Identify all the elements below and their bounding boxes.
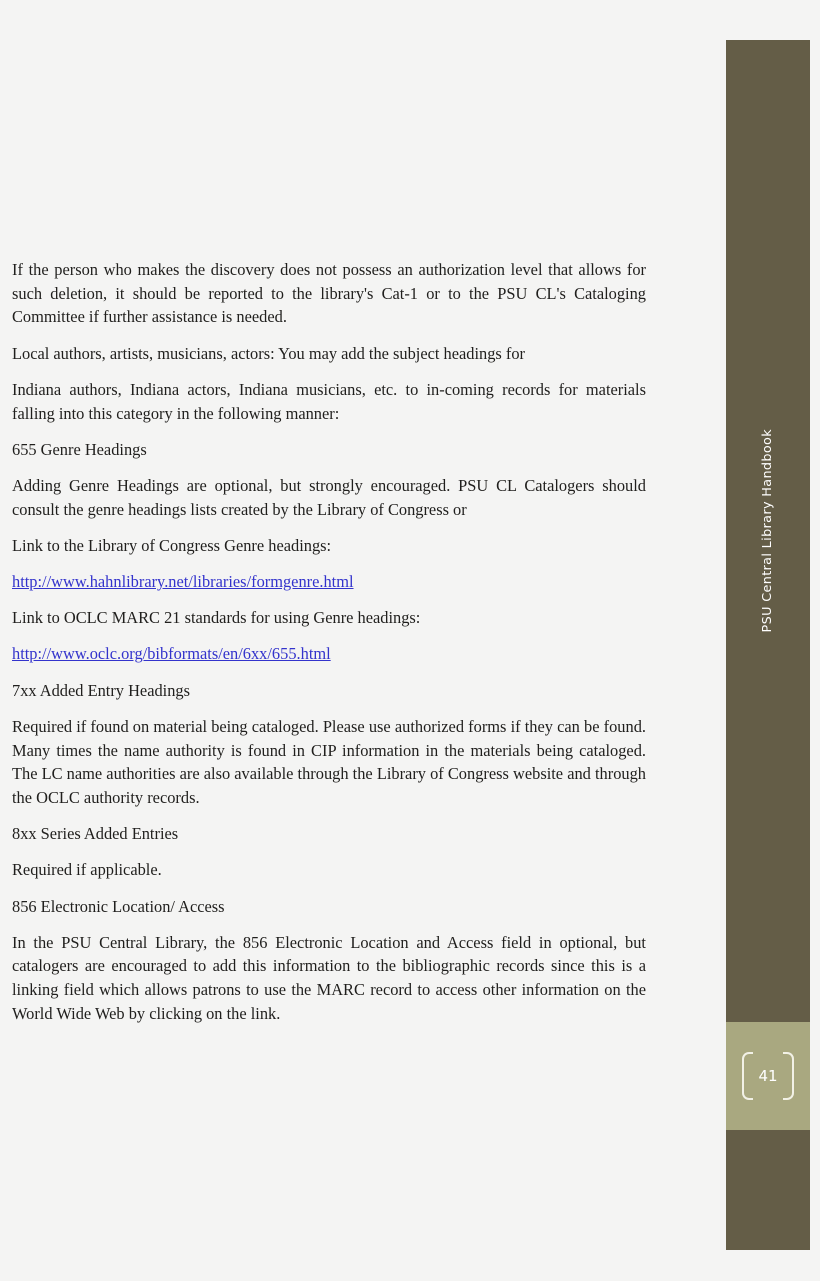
paragraph-8xx-required: Required if applicable.: [12, 860, 162, 880]
handbook-title-vertical: PSU Central Library Handbook: [759, 429, 775, 633]
paragraph-deletion-authorization: If the person who makes the discovery does not possess an authorization level that allows for such deletion, it should be reported to the library's Cat-1 or to the PSU CL's Cataloging Committee if further assistance is needed.: [12, 260, 646, 327]
page-number: 41: [758, 1066, 778, 1085]
paragraph-link-intro-loc: Link to the Library of Congress Genre headings:: [12, 535, 332, 555]
sidebar-title-area: [726, 40, 810, 1022]
heading-655-genre-headings: 655 Genre Headings: [12, 439, 147, 459]
paragraph-local-authors: Local authors, artists, musicians, actors: You may add the subject headings for: [12, 343, 526, 363]
link-oclc-bibformats-655[interactable]: http://www.oclc.org/bibformats/en/6xx/655.html: [12, 644, 331, 664]
paragraph-link-intro-oclc: Link to OCLC MARC 21 standards for using Genre headings:: [12, 608, 421, 628]
main-text-column: [12, 258, 646, 1038]
bracket-left-icon: [742, 1052, 753, 1100]
link-hahnlibrary-formgenre[interactable]: http://www.hahnlibrary.net/libraries/formgenre.html: [12, 572, 354, 592]
paragraph-adding-genre-headings: Adding Genre Headings are optional, but strongly encouraged. PSU CL Catalogers should consult the genre headings lists created by the Library of Congress or: [12, 475, 646, 519]
side-tab-bar: [726, 40, 810, 1250]
heading-7xx-added-entry: 7xx Added Entry Headings: [12, 680, 190, 700]
bracket-right-icon: [783, 1052, 794, 1100]
heading-8xx-series-added-entries: 8xx Series Added Entries: [12, 824, 179, 844]
paragraph-indiana-authors: Indiana authors, Indiana actors, Indiana musicians, etc. to in-coming records for materials falling into this category in the following manner:: [12, 379, 646, 423]
page-number-band: [726, 1022, 810, 1130]
heading-856-electronic-location: 856 Electronic Location/ Access: [12, 896, 225, 916]
paragraph-7xx-required: Required if found on material being cataloged. Please use authorized forms if they can be found. Many times the name authority is found in CIP information in the materials being cataloged. The LC name authorities are also available through the Library of Congress website and through the OCLC authority records.: [12, 716, 646, 807]
paragraph-856-body: In the PSU Central Library, the 856 Electronic Location and Access field in optional, but catalogers are encouraged to add this information to the bibliographic records since this is a linking field which allows patrons to use the MARC record to access other information on the World Wide Web by clicking on the link.: [12, 932, 646, 1023]
page-number-bracket-ornament: [742, 1052, 794, 1100]
